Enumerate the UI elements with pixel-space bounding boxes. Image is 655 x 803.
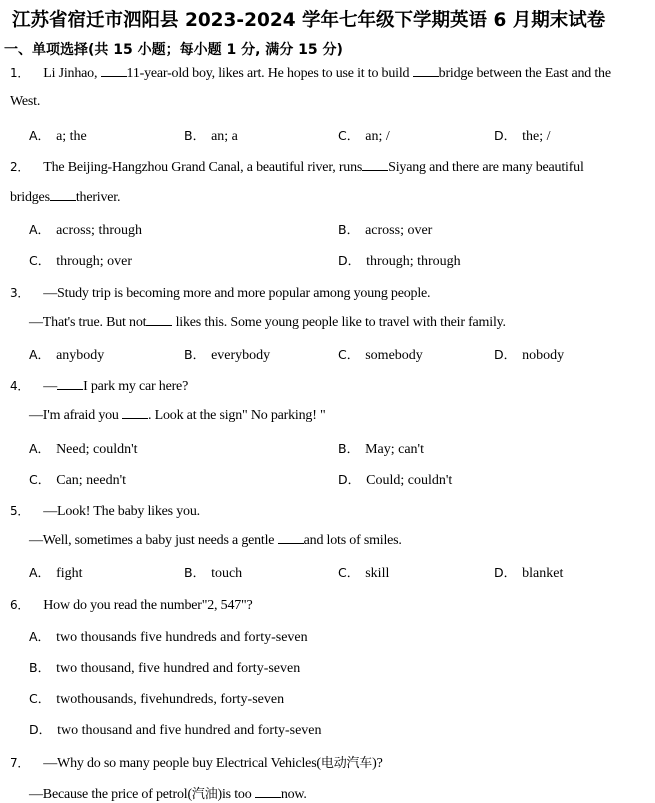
option-d[interactable]: D． blanket (494, 565, 564, 581)
option-c[interactable]: C． skill (338, 565, 390, 581)
option-b[interactable]: B． May; can't (338, 441, 424, 457)
answer-blank (255, 786, 281, 798)
option-c[interactable]: C． twothousands, fivehundreds, forty-seven (29, 691, 285, 707)
option-c[interactable]: C． somebody (338, 347, 423, 363)
option-d[interactable]: D． two thousand and five hundred and forty-seven (29, 722, 322, 738)
answer-blank (101, 65, 127, 77)
question-number: 3． (10, 286, 30, 300)
question-number: 1． (10, 66, 30, 80)
question-1-stem-cont: West. (10, 94, 41, 109)
question-1-stem: 1． Li Jinhao, 11-year-old boy, likes art. He hopes to use it to build bridge between the East and the (10, 66, 611, 81)
question-number: 4． (10, 379, 30, 393)
option-b[interactable]: B． across; over (338, 222, 433, 238)
question-3-stem-cont: —That's true. But not likes this. Some young people like to travel with their family. (29, 315, 506, 330)
option-a[interactable]: A． across; through (29, 222, 142, 238)
option-a[interactable]: A． two thousands five hundreds and forty-seven (29, 629, 308, 645)
answer-blank (57, 378, 83, 390)
question-7-stem-cont: —Because the price of petrol(汽油)is too now. (29, 787, 307, 802)
option-c[interactable]: C． Can; needn't (29, 472, 127, 488)
option-a[interactable]: A． fight (29, 565, 83, 581)
option-b[interactable]: B． an; a (184, 128, 238, 144)
option-b[interactable]: B． touch (184, 565, 243, 581)
question-5-stem-cont: —Well, sometimes a baby just needs a gentle and lots of smiles. (29, 533, 402, 548)
exam-title: 江苏省宿迁市泗阳县 2023-2024 学年七年级下学期英语 6 月期末试卷 (12, 10, 606, 31)
option-a[interactable]: A． Need; couldn't (29, 441, 138, 457)
section-heading: 一、单项选择(共 15 小题；每小题 1 分, 满分 15 分) (4, 42, 343, 58)
question-3-stem: 3． —Study trip is becoming more and more popular among young people. (10, 286, 431, 301)
answer-blank (50, 189, 76, 201)
question-number: 7． (10, 756, 30, 770)
question-number: 2． (10, 160, 30, 174)
option-d[interactable]: D． the; / (494, 128, 551, 144)
question-4-stem-cont: —I'm afraid you . Look at the sign" No parking! " (29, 408, 326, 423)
option-b[interactable]: B． two thousand, five hundred and forty-seven (29, 660, 301, 676)
question-number: 6． (10, 598, 30, 612)
answer-blank (122, 407, 148, 419)
answer-blank (362, 159, 388, 171)
option-b[interactable]: B． everybody (184, 347, 271, 363)
answer-blank (146, 314, 172, 326)
option-c[interactable]: C． an; / (338, 128, 390, 144)
answer-blank (278, 532, 304, 544)
option-a[interactable]: A． a; the (29, 128, 87, 144)
option-c[interactable]: C． through; over (29, 253, 133, 269)
option-a[interactable]: A． anybody (29, 347, 105, 363)
question-4-stem: 4． — I park my car here? (10, 379, 189, 394)
option-d[interactable]: D． nobody (494, 347, 565, 363)
answer-blank (413, 65, 439, 77)
question-number: 5． (10, 504, 30, 518)
option-d[interactable]: D． through; through (338, 253, 461, 269)
question-7-stem: 7． —Why do so many people buy Electrical Vehicles(电动汽车)? (10, 756, 383, 771)
question-2-stem-cont: bridges theriver. (10, 190, 121, 205)
question-6-stem: 6． How do you read the number"2, 547"? (10, 598, 253, 613)
question-5-stem: 5． —Look! The baby likes you. (10, 504, 200, 519)
question-2-stem: 2． The Beijing-Hangzhou Grand Canal, a beautiful river, runs Siyang and there are many beautiful (10, 160, 584, 175)
option-d[interactable]: D． Could; couldn't (338, 472, 453, 488)
